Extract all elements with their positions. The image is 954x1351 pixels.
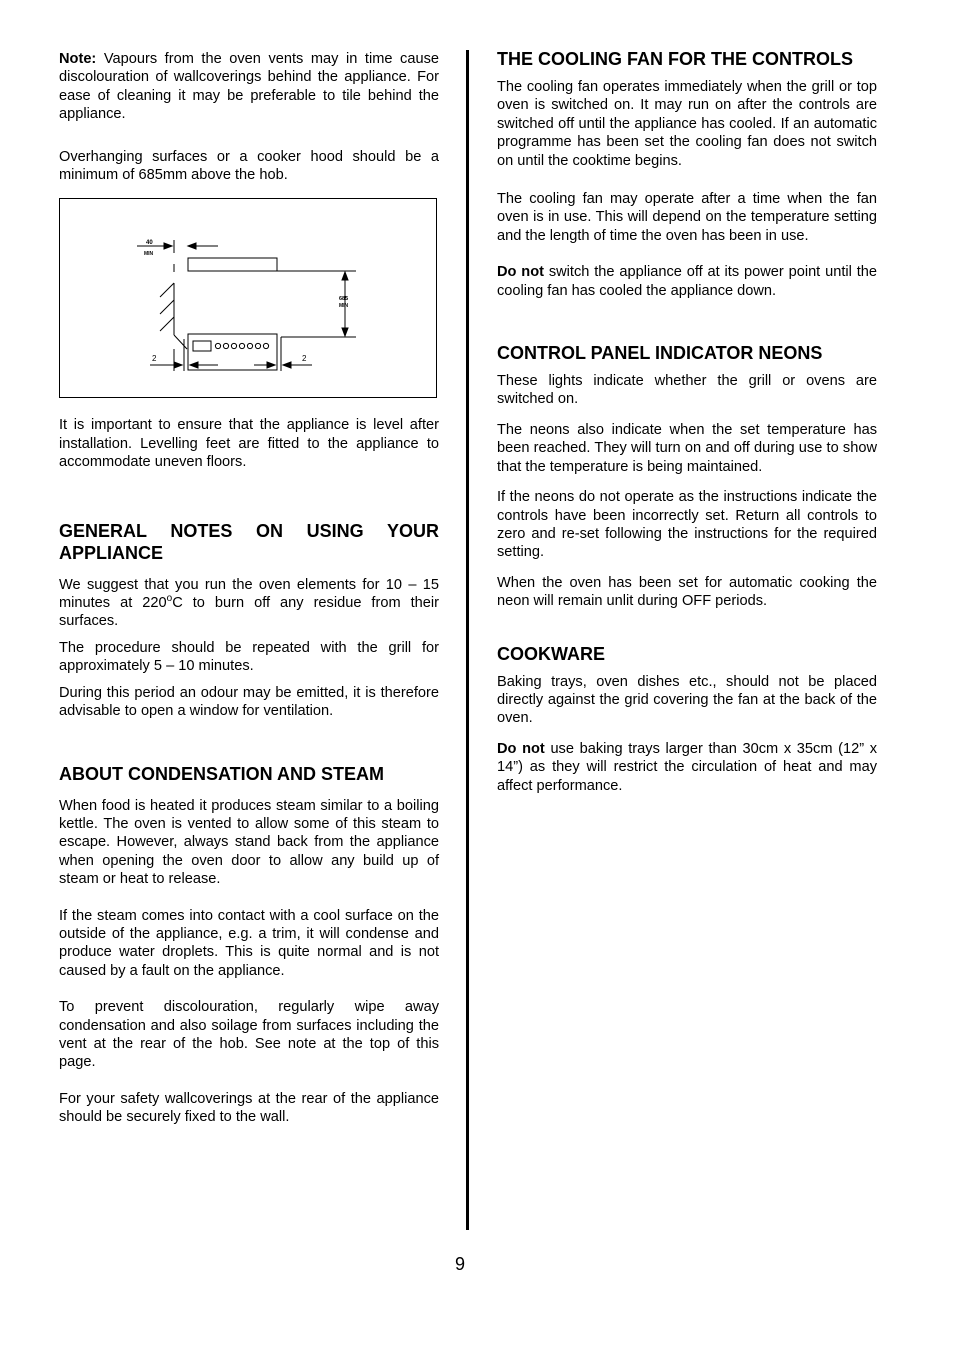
condensation-heading: ABOUT CONDENSATION AND STEAM [59, 763, 384, 784]
clearance-diagram-drawing [60, 199, 438, 399]
dim-top-label: 40 [146, 240, 153, 247]
overhang-paragraph: Overhanging surfaces or a cooker hood should be a minimum of 685mm above the hob. [59, 148, 439, 184]
general-notes-heading: GENERAL NOTES ON USING YOUR APPLIANCE [59, 520, 439, 563]
page-number: 9 [455, 1254, 466, 1274]
right-column [497, 48, 877, 795]
left-column [59, 48, 439, 1127]
cookware-do-not: Do not [497, 740, 545, 757]
dim-right-label: 2 [302, 354, 307, 364]
cookware-heading: COOKWARE [497, 643, 605, 664]
fan-paragraph-1: The cooling fan operates immediately when the grill or top oven is switched on. It may run on after the controls are switched off until the appliance has cooled. If an automatic programme has been set the cooling fan does not switch on until the cooktime begins. [497, 79, 877, 169]
neons-paragraph-2: The neons also indicate when the set temperature has been reached. They will turn on and off during use to show that the temperature is being maintained. [497, 421, 877, 475]
dim-left-label: 2 [152, 354, 157, 364]
column-divider [466, 50, 469, 1230]
condensation-paragraph-1: When food is heated it produces steam similar to a boiling kettle. The oven is vented to allow some of this steam to escape. However, always stand back from the appliance when opening the oven door to allow any build up of steam or heat to release. [59, 797, 439, 888]
fan-paragraph-3 [497, 263, 877, 300]
dim-side-min-label: MIN [339, 303, 349, 310]
general-p1-b: C to burn off any residue from their surfaces. [59, 595, 440, 630]
degree-superscript: o [166, 593, 173, 605]
neons-paragraph-3: If the neons do not operate as the instructions indicate the controls have been incorrectly set. Return all controls to zero and re-set following the instructions for the required setting. [497, 489, 877, 561]
fan-do-not: Do not [497, 264, 544, 281]
dim-top-min-label: MIN [144, 251, 154, 258]
clearance-diagram [59, 198, 437, 398]
cooling-fan-heading: THE COOLING FAN FOR THE CONTROLS [497, 49, 853, 69]
level-paragraph: It is important to ensure that the appliance is level after installation. Levelling feet are fitted to the appliance to accommodate uneven floors. [59, 417, 439, 471]
note-paragraph [59, 50, 439, 124]
general-paragraph-3: During this period an odour may be emitted, it is therefore advisable to open a window for ventilation. [59, 684, 439, 720]
note-text: Vapours from the oven vents may in time cause discolouration of wallcoverings behind the appliance. For ease of cleaning it may be preferable to tile behind the appliance. [59, 51, 439, 123]
dim-side-label: 685 [339, 296, 349, 303]
general-paragraph-2: The procedure should be repeated with the grill for approximately 5 – 10 minutes. [59, 639, 439, 675]
cookware-p2-text: use baking trays larger than 30cm x 35cm (12” x 14”) as they will restrict the circulation of heat and may affect performance. [497, 740, 878, 794]
neons-paragraph-4: When the oven has been set for automatic cooking the neon will remain unlit during OFF periods. [497, 574, 877, 610]
condensation-paragraph-3: To prevent discolouration, regularly wipe away condensation and also soilage from surfaces including the vent at the rear of the hob. See note at the top of this page. [59, 999, 439, 1071]
fan-p3-text: switch the appliance off at its power point until the cooling fan has cooled the appliance down. [497, 264, 877, 299]
cookware-paragraph-1: Baking trays, oven dishes etc., should not be placed directly against the grid covering the fan at the back of the oven. [497, 673, 877, 727]
neons-paragraph-1: These lights indicate whether the grill or ovens are switched on. [497, 373, 877, 408]
fan-paragraph-2: The cooling fan may operate after a time when the fan oven is in use. This will depend on the temperature setting and the length of time the oven has been in use. [497, 191, 877, 244]
condensation-paragraph-2: If the steam comes into contact with a cool surface on the outside of the appliance, e.g. a trim, it will condense and produce water droplets. This is quite normal and is not caused by a fault on the appliance. [59, 907, 439, 979]
note-label: Note: [59, 51, 97, 67]
neons-heading: CONTROL PANEL INDICATOR NEONS [497, 343, 823, 364]
condensation-paragraph-4: For your safety wallcoverings at the rear of the appliance should be securely fixed to the wall. [59, 1090, 439, 1126]
general-p1-a: We suggest that you run the oven elements for 10 – 15 minutes at 220 [59, 576, 439, 612]
cookware-paragraph-2 [497, 740, 877, 795]
general-paragraph-1 [59, 576, 439, 631]
